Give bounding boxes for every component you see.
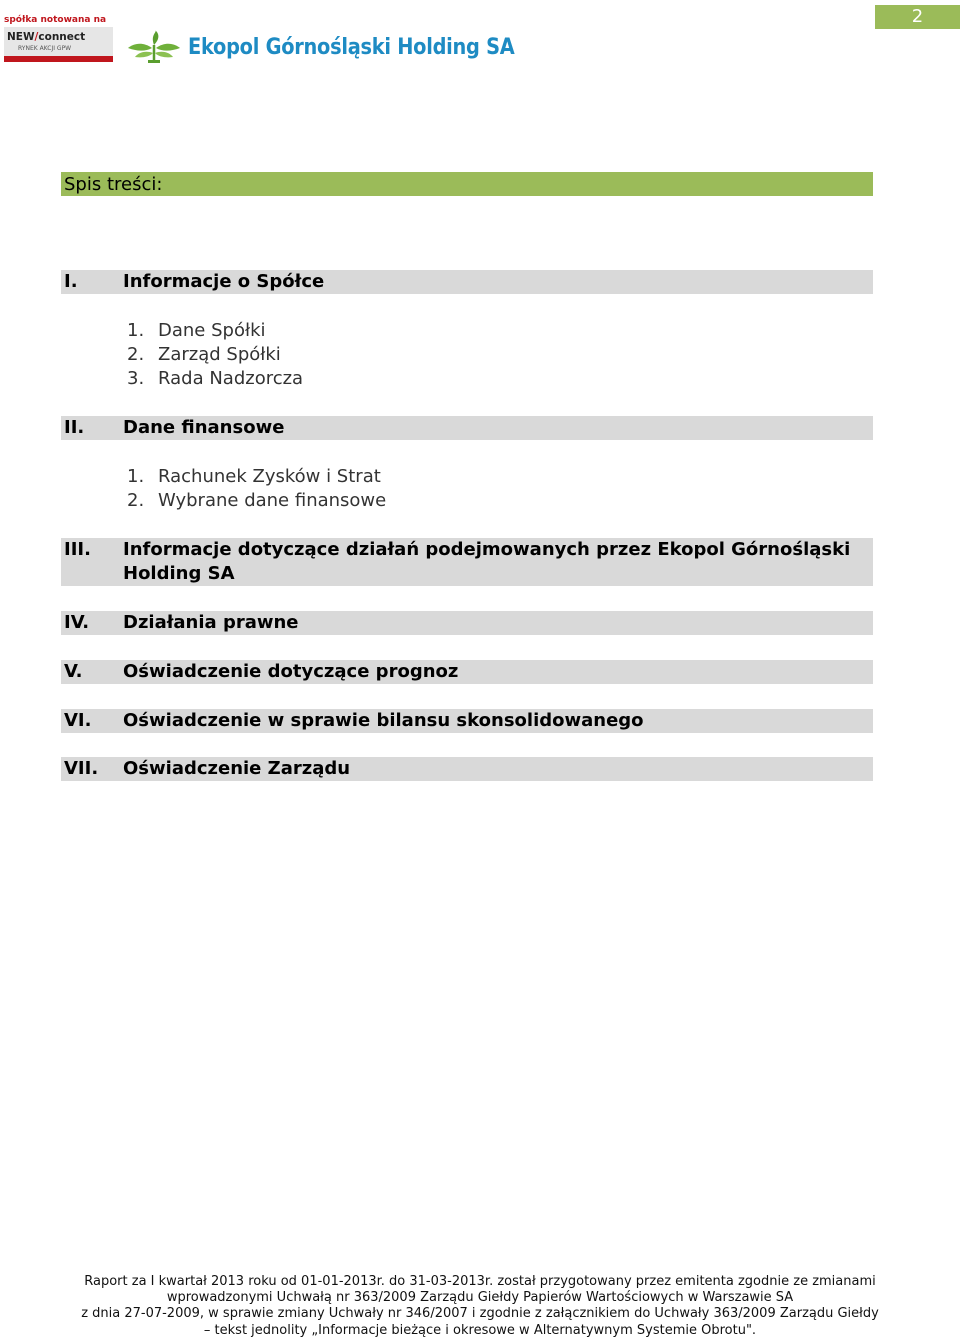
ekopol-leaf-icon bbox=[128, 30, 180, 64]
footer-line: wprowadzonymi Uchwałą nr 363/2009 Zarządu Giełdy Papierów Wartościowych w Warszawie SA bbox=[166, 1290, 794, 1306]
toc-subitem bbox=[127, 319, 266, 343]
toc-section-title: Oświadczenie dotyczące prognoz bbox=[123, 661, 459, 682]
footer-line: z dnia 27-07-2009, w sprawie zmiany Uchwały nr 346/2007 i zgodnie z załącznikiem do Uchwały 363/2009 Zarządu Giełdy bbox=[81, 1306, 879, 1322]
badge-subcaption: RYNEK AKCJI GPW bbox=[18, 45, 72, 52]
toc-subitem-label: Rada Nadzorcza bbox=[158, 368, 304, 389]
toc-section-number: V. bbox=[64, 661, 83, 682]
footer-line: Raport za I kwartał 2013 roku od 01-01-2013r. do 31-03-2013r. został przygotowany przez emitenta zgodnie ze zmianami bbox=[84, 1274, 876, 1289]
toc-subitem-label: Dane Spółki bbox=[158, 320, 266, 341]
toc-section-title: Dane finansowe bbox=[123, 417, 285, 438]
toc-section-1 bbox=[61, 270, 873, 294]
badge-stripe bbox=[4, 56, 113, 62]
toc-section-title: Oświadczenie w sprawie bilansu skonsolidowanego bbox=[123, 710, 644, 731]
toc-section-4 bbox=[61, 611, 873, 635]
toc-section-title: Informacje o Spółce bbox=[123, 271, 325, 292]
footer-line: – tekst jednolity „Informacje bieżące i okresowe w Alternatywnym Systemie Obrotu". bbox=[203, 1322, 757, 1338]
toc-subitem-label: Zarząd Spółki bbox=[158, 344, 281, 365]
toc-section-number: VI. bbox=[64, 710, 92, 731]
toc-section-title: Działania prawne bbox=[123, 612, 299, 633]
toc-heading: Spis treści: bbox=[61, 172, 873, 196]
toc-subitem-label: Rachunek Zysków i Strat bbox=[158, 466, 381, 487]
toc-section-title: Informacje dotyczące działań podejmowanych przez Ekopol Górnośląski Holding SA bbox=[123, 539, 851, 584]
toc-subitem bbox=[127, 367, 303, 391]
toc-section-number: II. bbox=[64, 417, 85, 438]
toc-subitem-number: 3. bbox=[127, 368, 145, 389]
badge-brand-slash: / bbox=[34, 31, 39, 43]
toc-section-2 bbox=[61, 416, 873, 440]
toc-section-6 bbox=[61, 709, 873, 733]
page-number: 2 bbox=[875, 5, 960, 29]
toc-subitem bbox=[127, 465, 381, 489]
newconnect-logo bbox=[4, 14, 113, 62]
toc-subitem bbox=[127, 343, 281, 367]
badge-brand-connect: connect bbox=[38, 31, 86, 43]
toc-subitem bbox=[127, 489, 386, 513]
toc-subitem-number: 2. bbox=[127, 344, 145, 365]
toc-section-5 bbox=[61, 660, 873, 684]
toc-section-number: IV. bbox=[64, 612, 90, 633]
badge-brand-new: NEW bbox=[7, 31, 35, 43]
toc-section-3 bbox=[61, 538, 873, 586]
toc-section-number: VII. bbox=[64, 758, 99, 779]
badge-caption: spółka notowana na bbox=[4, 14, 113, 27]
badge-brand bbox=[7, 30, 110, 44]
toc-subitem-number: 1. bbox=[127, 320, 145, 341]
toc-subitem-label: Wybrane dane finansowe bbox=[158, 490, 387, 511]
toc-subitem-number: 1. bbox=[127, 466, 145, 487]
toc-section-number: I. bbox=[64, 271, 78, 292]
toc-section-7 bbox=[61, 757, 873, 781]
company-name: Ekopol Górnośląski Holding SA bbox=[188, 35, 515, 60]
toc-subitem-number: 2. bbox=[127, 490, 145, 511]
toc-section-number: III. bbox=[64, 539, 91, 560]
toc-section-title: Oświadczenie Zarządu bbox=[123, 758, 351, 779]
page-footer bbox=[0, 1274, 960, 1339]
